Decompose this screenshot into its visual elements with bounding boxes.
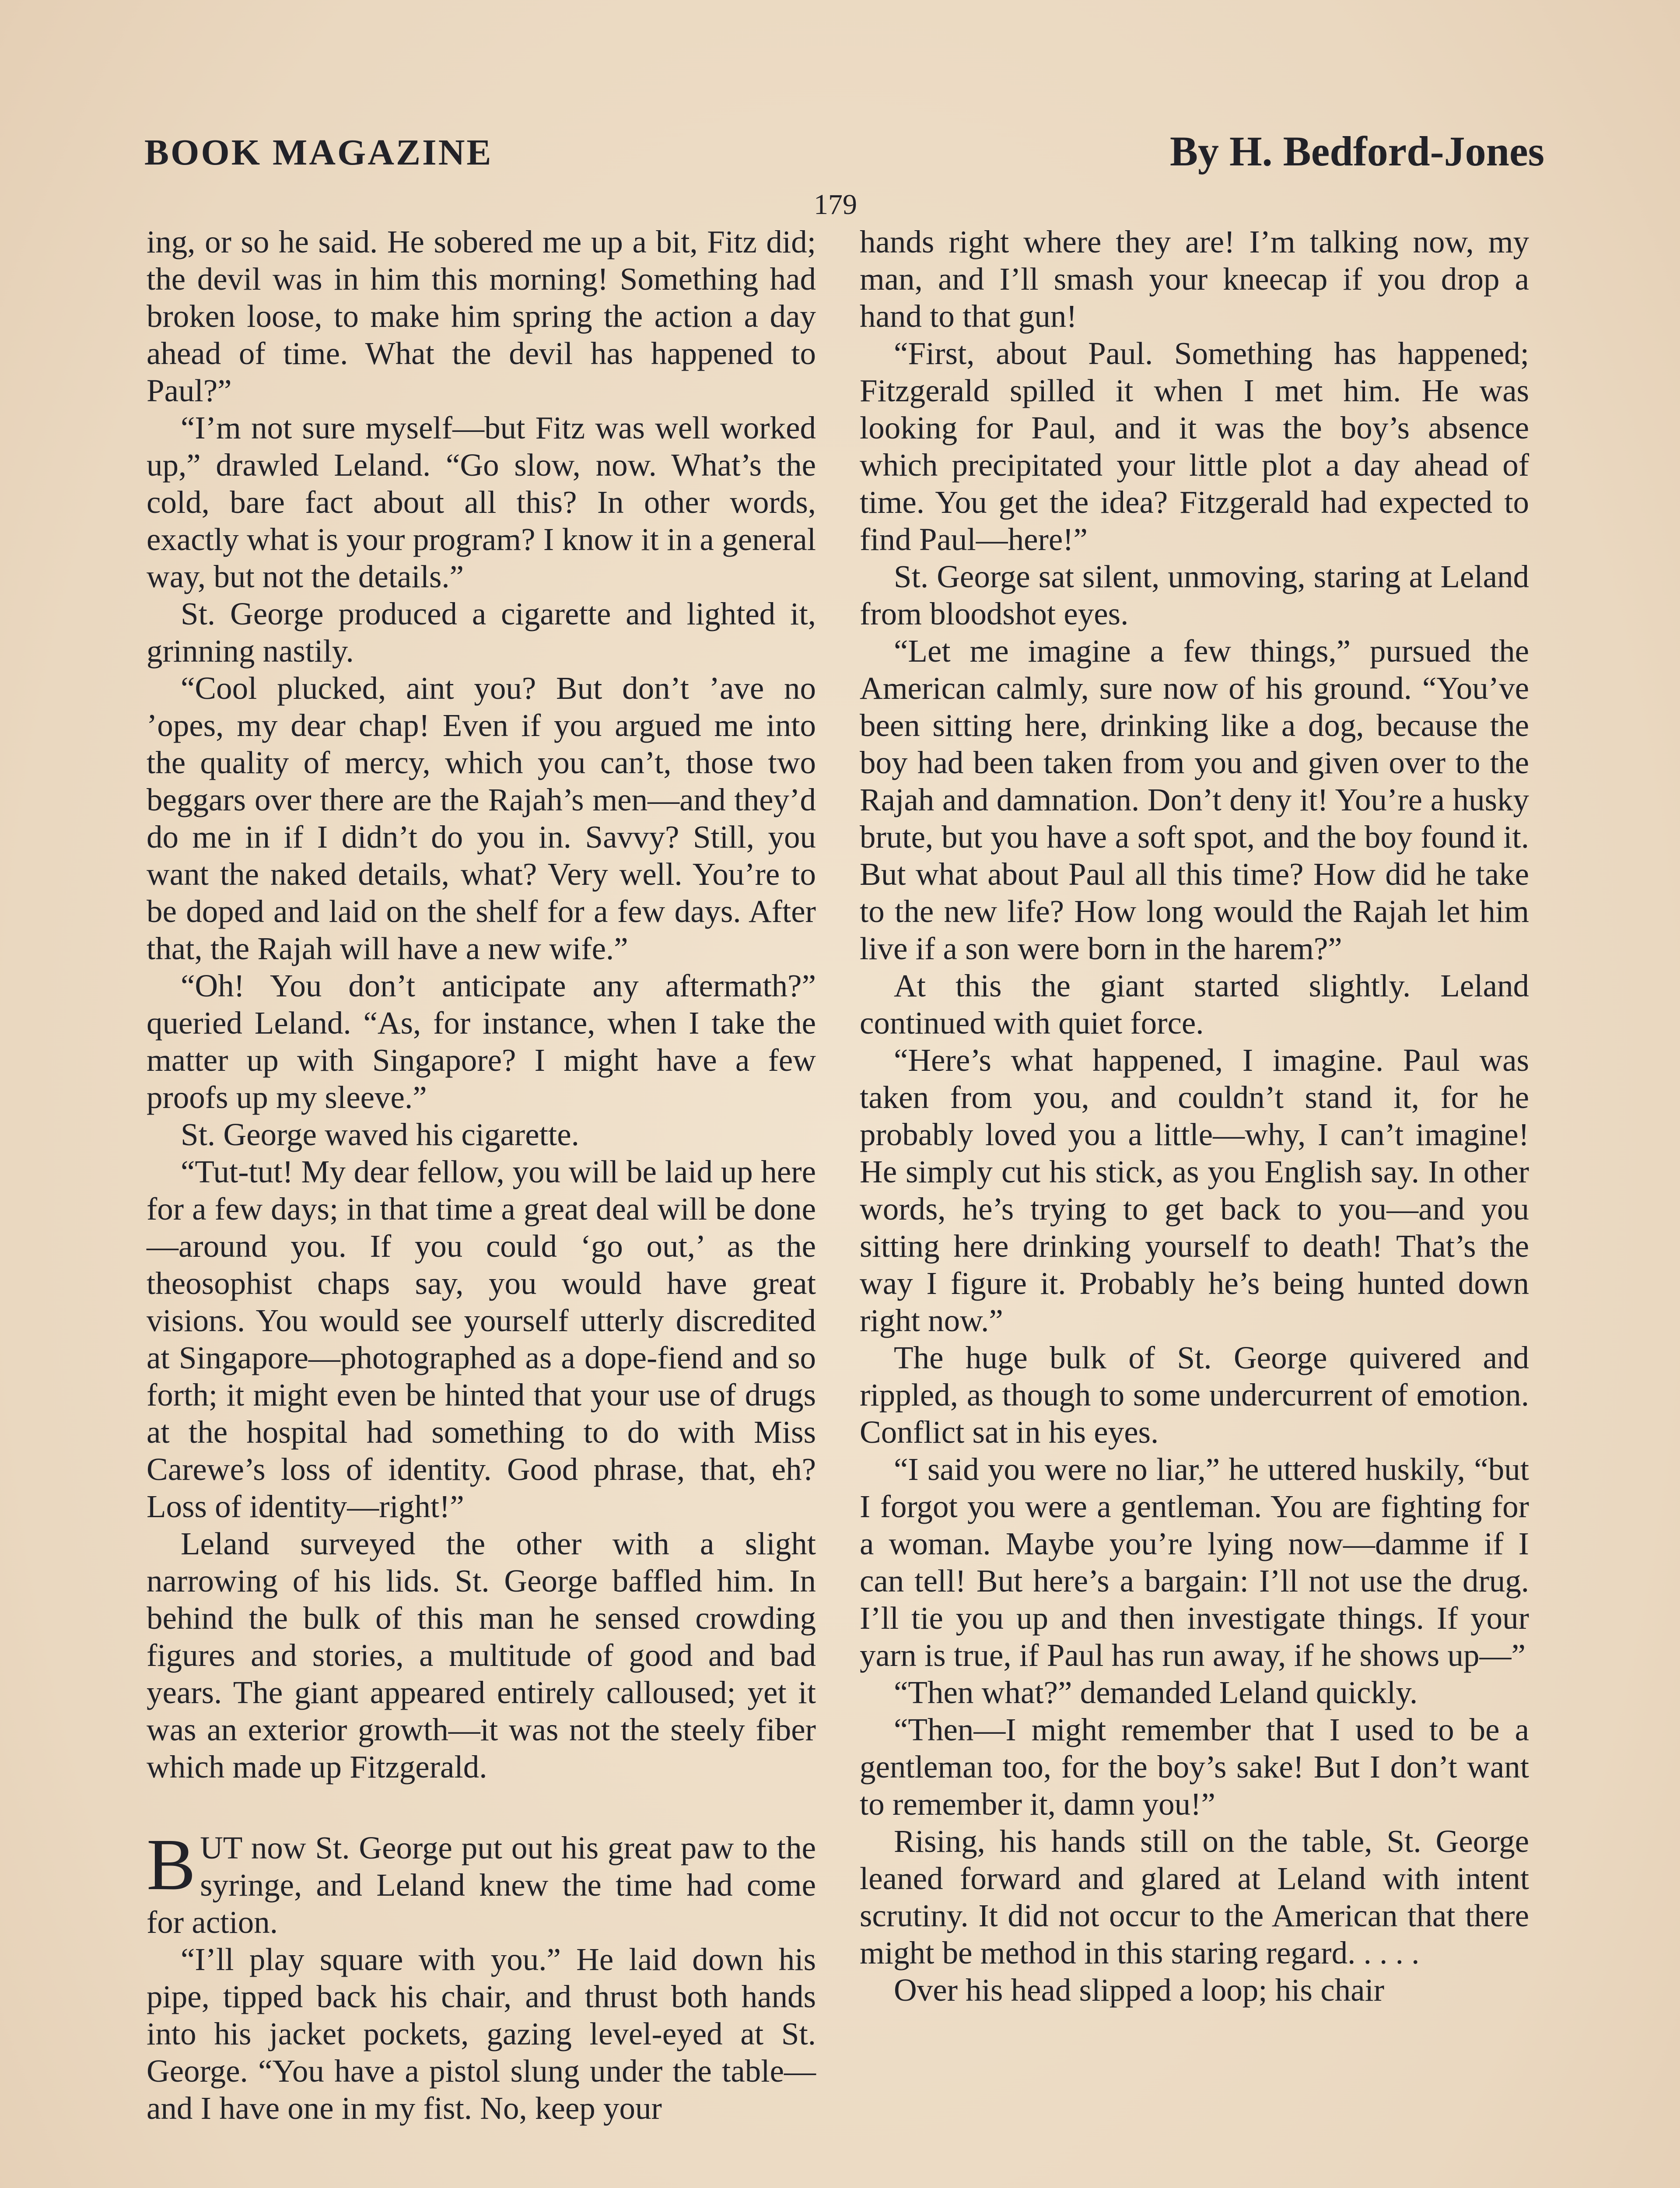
paragraph-text: “Oh! You don’t anticipate any aftermath?” queried Leland. “As, for instance, when I take the matter up with Singapore? I might have a few proofs up my sleeve.” [147, 968, 816, 1115]
paragraph-text: At this the giant started slightly. Leland continued with quiet force. [860, 968, 1529, 1041]
paragraph-text: “I’ll play square with you.” He laid down his pipe, tipped back his chair, and thrust both hands into his jacket pockets, gazing level-eyed at St. George. “You have a pistol slung under the table—and I have one in my fist. No, keep your [147, 1942, 816, 2126]
paragraph [147, 595, 816, 670]
paragraph [860, 1823, 1529, 1971]
paragraph [860, 1971, 1529, 2009]
left-text-column [147, 223, 816, 2127]
page-header [144, 127, 1544, 188]
paragraph [860, 1339, 1529, 1451]
paragraph [147, 670, 816, 967]
paragraph-text: Leland surveyed the other with a slight narrowing of his lids. St. George baffled him. In behind the bulk of this man he sensed crowding figures and stories, a multitude of good and bad years. The giant appeared entirely calloused; yet it was an exterior growth—it was not the steely fiber which made up Fitzgerald. [147, 1526, 816, 1785]
paragraph [147, 1116, 816, 1153]
paragraph-text: “First, about Paul. Something has happened; Fitzgerald spilled it when I met him. He was looking for Paul, and it was the boy’s absence which precipitated your little plot a day ahead of time. You get the idea? Fitzgerald had expected to find Paul—here!” [860, 336, 1529, 557]
paragraph-text: St. George sat silent, unmoving, staring at Leland from bloodshot eyes. [860, 559, 1529, 631]
paragraph-text: “I’m not sure myself—but Fitz was well worked up,” drawled Leland. “Go slow, now. What’s the cold, bare fact about all this? In other words, exactly what is your program? I know it in a general way, but not the details.” [147, 410, 816, 594]
paragraph [860, 632, 1529, 967]
author-byline: By H. Bedford-Jones [1169, 128, 1544, 175]
paragraph-text: Rising, his hands still on the table, St. George leaned forward and glared at Leland with intent scrutiny. It did not occur to the American that there might be method in this staring regard. . . . . [860, 1823, 1529, 1971]
page-number: 179 [814, 189, 857, 221]
paragraph-text: “Then—I might remember that I used to be a gentleman too, for the boy’s sake! But I don’t want to remember it, damn you!” [860, 1712, 1529, 1822]
paragraph [860, 1041, 1529, 1339]
drop-cap: B [147, 1824, 196, 1905]
paragraph-text: “Let me imagine a few things,” pursued the American calmly, sure now of his ground. “You’ve been sitting here, drinking like a dog, because the boy had been taken from you and given over to the Rajah and damnation. Don’t deny it! You’re a husky brute, but you have a soft spot, and the boy found it. But what about Paul all this time? How did he take to the new life? How long would the Rajah let him live if a son were born in the harem?” [860, 633, 1529, 966]
paragraph [147, 1525, 816, 1785]
paragraph-text: “Here’s what happened, I imagine. Paul was taken from you, and couldn’t stand it, for he probably loved you a little—why, I can’t imagine! He simply cut his stick, as you English say. In other words, he’s trying to get back to you—and you sitting here drinking yourself to death! That’s the way I figure it. Probably he’s being hunted down right now.” [860, 1042, 1529, 1338]
section-break [147, 1785, 816, 1829]
paragraph-text: hands right where they are! I’m talking now, my man, and I’ll smash your kneecap if you drop a hand to that gun! [860, 224, 1529, 334]
paragraph [860, 335, 1529, 558]
paragraph [147, 1153, 816, 1525]
paragraph-text: The huge bulk of St. George quivered and rippled, as though to some undercurrent of emotion. Conflict sat in his eyes. [860, 1340, 1529, 1450]
paragraph-text: “Tut-tut! My dear fellow, you will be laid up here for a few days; in that time a great deal will be done—around you. If you could ‘go out,’ as the theosophist chaps say, you would have great visions. You would see yourself utterly discredited at Singapore—photographed as a dope-fiend and so forth; it might even be hinted that your use of drugs at the hospital had something to do with Miss Carewe’s loss of identity. Good phrase, that, eh? Loss of identity—right!” [147, 1154, 816, 1524]
paragraph-text: “Cool plucked, aint you? But don’t ’ave no ’opes, my dear chap! Even if you argued me into the quality of mercy, which you can’t, those two beggars over there are the Rajah’s men—and they’d do me in if I didn’t do you in. Savvy? Still, you want the naked details, what? Very well. You’re to be doped and laid on the shelf for a few days. After that, the Rajah will have a new wife.” [147, 670, 816, 966]
paragraph [860, 558, 1529, 632]
magazine-title: BOOK MAGAZINE [144, 132, 493, 173]
paragraph-text: Over his head slipped a loop; his chair [894, 1972, 1385, 2008]
paragraph [147, 409, 816, 595]
paragraph [860, 967, 1529, 1041]
paragraph [147, 1824, 816, 1941]
paragraph [860, 223, 1529, 335]
paragraph [147, 1941, 816, 2127]
paragraph-text: “Then what?” demanded Leland quickly. [894, 1675, 1418, 1710]
right-text-column [860, 223, 1529, 2009]
paragraph [860, 1711, 1529, 1823]
paragraph-text: UT now St. George put out his great paw to the syringe, and Leland knew the time had come for action. [147, 1830, 816, 1940]
paragraph-text: St. George waved his cigarette. [181, 1117, 579, 1152]
paragraph-text: “I said you were no liar,” he uttered huskily, “but I forgot you were a gentleman. You are fighting for a woman. Maybe you’re lying now—damme if I can tell! But here’s a bargain: I’ll not use the drug. I’ll tie you up and then investigate things. If your yarn is true, if Paul has run away, if he shows up—” [860, 1452, 1529, 1673]
paragraph-text: St. George produced a cigarette and lighted it, grinning nastily. [147, 596, 816, 669]
paragraph [147, 223, 816, 409]
paragraph [860, 1451, 1529, 1674]
paragraph [147, 967, 816, 1116]
paragraph [860, 1674, 1529, 1711]
paragraph-text: ing, or so he said. He sobered me up a bit, Fitz did; the devil was in him this morning! Something had broken loose, to make him spring the action a day ahead of time. What the devil has happened to Paul?” [147, 224, 816, 408]
